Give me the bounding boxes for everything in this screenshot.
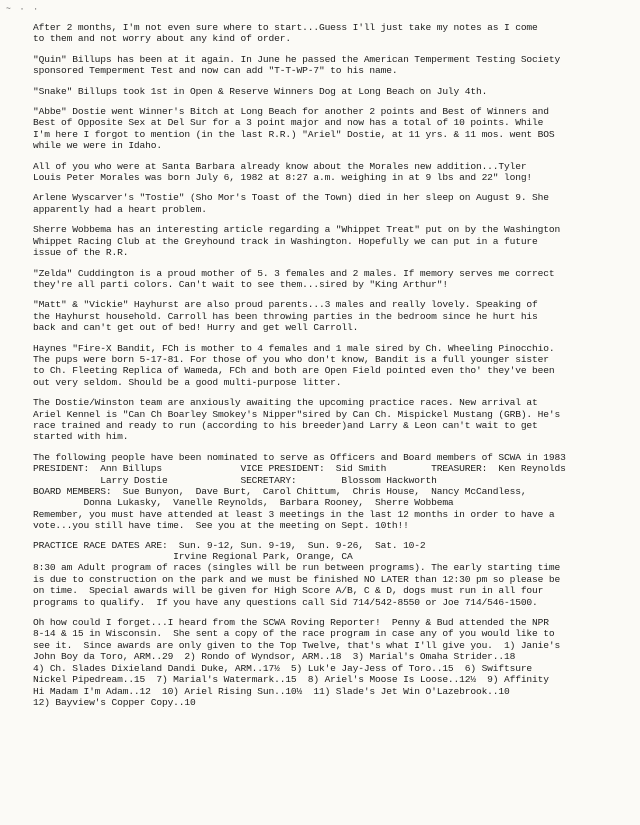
roving-line: 4) Ch. Slades Dixieland Dandi Duke, ARM..17½ 5) Luk'e Jay-Jess of Toro..15 6) Swiftsure (33, 662, 533, 674)
roving-line: 8-14 & 15 in Wisconsin. She sent a copy of the race program in case any of you would like to (33, 628, 555, 640)
news-item-line: "Zelda" Cuddington is a proud mother of 5. 3 females and 2 males. If memory serves me correct (33, 267, 555, 279)
news-item-line: Louis Peter Morales was born July 6, 1982 at 8:27 a.m. weighing in at 9 lbs and 22" long! (33, 172, 533, 184)
news-item-quin (33, 54, 626, 77)
news-item-line: The Dostie/Winston team are anxiously awaiting the upcoming practice races. New arrival at (33, 397, 538, 409)
news-item-line: to them and not worry about any kind of order. (33, 33, 291, 45)
news-item-abbe (33, 106, 626, 152)
news-item-snake (33, 86, 626, 97)
news-item-haynes (33, 343, 626, 389)
news-item-line: Sherre Wobbema has an interesting article regarding a "Whippet Treat" put on by the Washington (33, 224, 561, 236)
nominations-section (33, 452, 626, 532)
practice-race-location: Irvine Regional Park, Orange, CA (33, 551, 353, 563)
practice-race-detail-4: programs to qualify. If you have any questions call Sid 714/542-8550 or Joe 714/546-1500. (33, 596, 538, 608)
reminder-line-1: Remember, you must have attended at least 3 meetings in the last 12 months in order to have a (33, 508, 555, 520)
news-item-line: Ariel Kennel is "Can Ch Boarley Smokey's Nipper"sired by Can Ch. Mispickel Mustang (GRB). He's (33, 408, 561, 420)
news-item-line: The pups were born 5-17-81. For those of you who don't know, Bandit is a full younger sister (33, 353, 549, 365)
news-items (33, 22, 626, 443)
roving-reporter-section (33, 617, 626, 708)
news-item-line: sponsored Temperment Test and now can add "T-T-WP-7" to his name. (33, 65, 398, 77)
news-item-line: race trained and ready to run (according to his breeder)and Larry & Leon can't wait to get (33, 419, 538, 431)
news-item-sherre (33, 224, 626, 258)
reminder-line-2: vote...you still have time. See you at the meeting on Sept. 10th!! (33, 520, 409, 532)
news-item-hayhurst (33, 299, 626, 333)
news-item-line: to Ch. Fleeting Replica of Wameda, FCh and both are Open Field pointed even tho' they've been (33, 365, 555, 377)
practice-race-detail-2: is due to construction on the park and we must be finished NO LATER than 12:30 pm so please be (33, 573, 561, 585)
news-item-line: Haynes "Fire-X Bandit, FCh is mother to 4 females and 1 male sired by Ch. Wheeling Pinocchio. (33, 342, 555, 354)
roving-line: Nickel Pipedream..15 7) Marial's Watermark..15 8) Ariel's Moose Is Loose..12½ 9) Affinity (33, 674, 549, 686)
practice-race-dates: PRACTICE RACE DATES ARE: Sun. 9-12, Sun. 9-19, Sun. 9-26, Sat. 10-2 (33, 539, 426, 551)
news-item-line: I'm here I forgot to mention (in the last R.R.) "Ariel" Dostie, at 11 yrs. & 11 mos. went BOS (33, 128, 555, 140)
news-item-line: After 2 months, I'm not even sure where to start...Guess I'll just take my notes as I come (33, 22, 538, 33)
news-item-dostie-winston (33, 397, 626, 443)
board-members-line-2: Donna Lukasky, Vanelle Reynolds, Barbara Rooney, Sherre Wobbema (33, 497, 454, 509)
officers-line-2: Larry Dostie SECRETARY: Blossom Hackworth (33, 474, 437, 486)
news-item-line: started with him. (33, 431, 129, 443)
nominations-intro: The following people have been nominated to serve as Officers and Board members of SCWA in 1983 (33, 451, 566, 463)
news-item-line: while we were in Idaho. (33, 140, 162, 152)
news-item-line: "Abbe" Dostie went Winner's Bitch at Long Beach for another 2 points and Best of Winners and (33, 106, 549, 118)
roving-line: see it. Since awards are only given to the Top Twelve, that's what I'll give you. 1) Janie's (33, 639, 561, 651)
board-members-line-1: BOARD MEMBERS: Sue Bunyon, Dave Burt, Carol Chittum, Chris House, Nancy McCandless, (33, 486, 527, 497)
news-item-line: issue of the R.R. (33, 247, 129, 259)
officers-line-1: PRESIDENT: Ann Billups VICE PRESIDENT: Sid Smith TREASURER: Ken Reynolds (33, 463, 566, 475)
page-corner-mark: ~ · · (6, 5, 41, 14)
news-item-line: All of you who were at Santa Barbara already know about the Morales new addition...Tyler (33, 160, 527, 172)
news-item-line: they're all parti colors. Can't wait to see them...sired by "King Arthur"! (33, 278, 448, 290)
practice-race-detail-1: 8:30 am Adult program of races (singles will be run between programs). The early starting time (33, 562, 561, 574)
news-item-line: "Snake" Billups took 1st in Open & Reserve Winners Dog at Long Beach on July 4th. (33, 85, 488, 97)
practice-race-detail-3: on time. Special awards will be given for High Score A/B, C & D, dogs must run in all four (33, 585, 544, 597)
news-item-line: Arlene Wyscarver's "Tostie" (Sho Mor's Toast of the Town) died in her sleep on August 9. She (33, 192, 549, 204)
news-item-line: apparently had a heart problem. (33, 203, 207, 215)
roving-line: Hi Madam I'm Adam..12 10) Ariel Rising Sun..10½ 11) Slade's Jet Win O'Lazebrook..10 (33, 685, 510, 697)
practice-race-section (33, 540, 626, 608)
roving-line: 12) Bayview's Copper Copy..10 (33, 696, 196, 708)
news-item-line: "Quin" Billups has been at it again. In June he passed the American Temperment Testing Society (33, 53, 561, 65)
roving-line: Oh how could I forget...I heard from the SCWA Roving Reporter! Penny & Bud attended the NPR (33, 617, 549, 629)
news-item-line: Best of Opposite Sex at Del Sur for a 3 point major and now has a total of 10 points. While (33, 117, 544, 129)
news-item-line: back and can't get out of bed! Hurry and get well Carroll. (33, 322, 359, 334)
news-item-zelda (33, 268, 626, 291)
news-item-line: the Hayhurst household. Carroll has been throwing parties in the bedroom since he hurt his (33, 310, 538, 322)
roving-line: John Boy da Toro, ARM..29 2) Rondo of Wyndsor, ARM..18 3) Marial's Omaha Strider..18 (33, 651, 516, 663)
news-item-line: out very seldom. Should be a good multi-purpose litter. (33, 376, 342, 388)
news-item-line: "Matt" & "Vickie" Hayhurst are also proud parents...3 males and really lovely. Speaking of (33, 299, 538, 311)
news-item-morales (33, 161, 626, 184)
news-item-line: Whippet Racing Club at the Greyhound track in Washington. Hopefully we can put in a future (33, 235, 538, 247)
news-item-tostie (33, 192, 626, 215)
news-item-intro (33, 22, 626, 45)
